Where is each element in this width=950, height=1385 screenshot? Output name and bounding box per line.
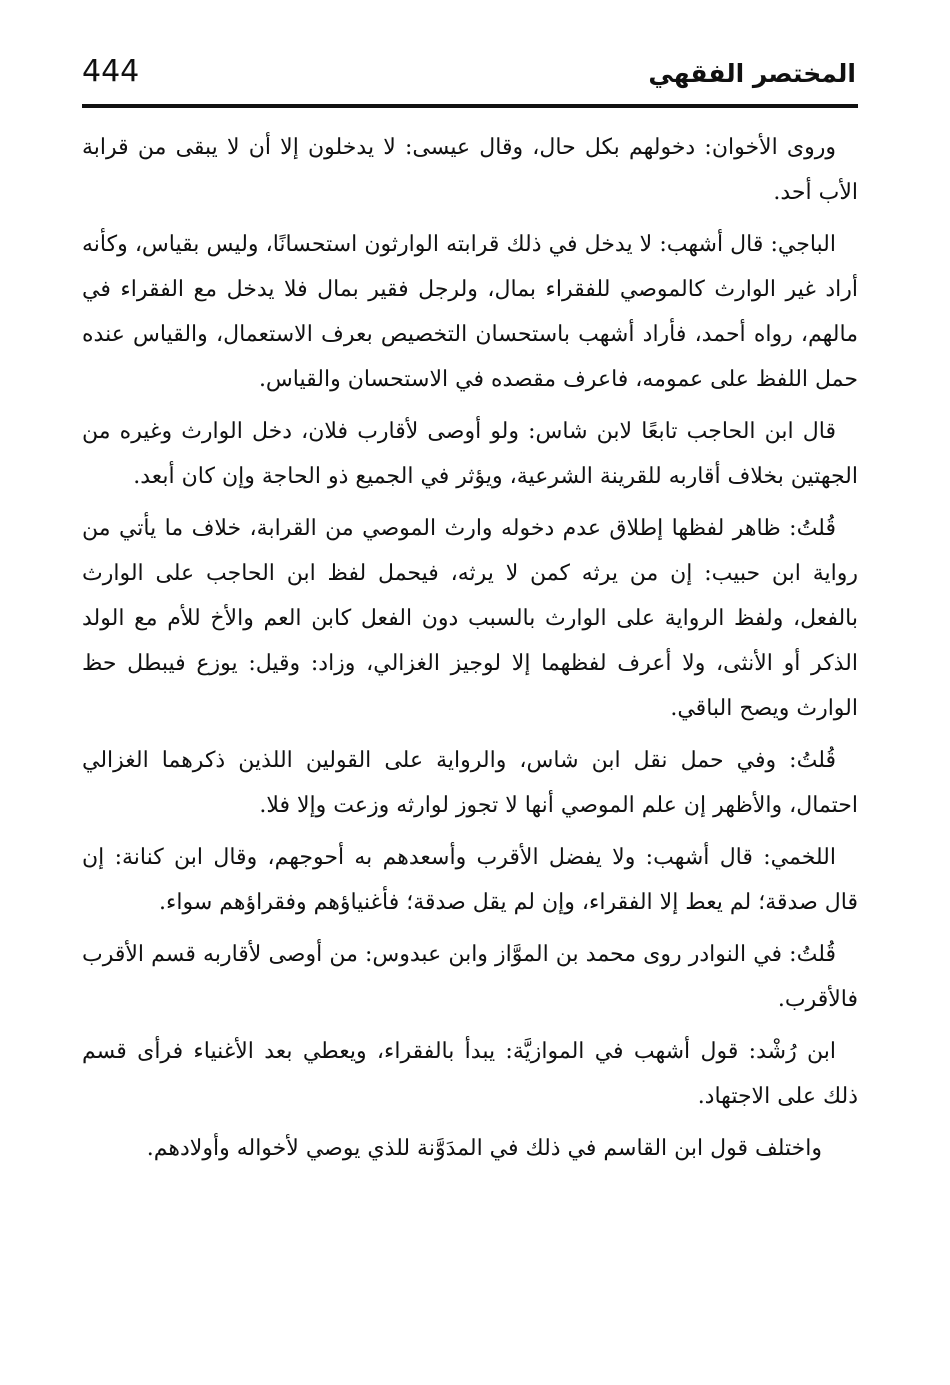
paragraph-9: واختلف قول ابن القاسم في ذلك في المدَوَّنة للذي يوصي لأخواله وأولادهم.	[146, 1136, 822, 1161]
paragraph-4: قُلتُ: ظاهر لفظها إطلاق عدم دخوله وارث الموصي من القرابة، خلاف ما يأتي من رواية ابن حبيب: إن من يرثه كمن لا يرثه، فيحمل لفظ ابن الحاجب على الوارث بالفعل، ولفظ الرواية على الوارث بالسبب دون الفعل كابن العم والأخ للأم مع الولد الذكر أو الأنثى، ولا أعرف لفظهما إلا لوجيز الغزالي، وزاد: وقيل: يوزع فيبطل حظ الوارث ويصح الباقي.	[82, 516, 858, 721]
paragraph-2: الباجي: قال أشهب: لا يدخل في ذلك قرابته الوارثون استحسانًا، وليس بقياس، وكأنه أراد غير الوارث كالموصي للفقراء بمال، ولرجل فقير بمال فلا يدخل مع الفقراء في مالهم، رواه أحمد، فأراد أشهب باستحسان التخصيص بعرف الاستعمال، والقياس عنده حمل اللفظ على عمومه، فاعرف مقصده في الاستحسان والقياس.	[82, 232, 859, 392]
paragraph-5: قُلتُ: وفي حمل نقل ابن شاس، والرواية على القولين اللذين ذكرهما الغزالي احتمال، والأظهر إن علم الموصي أنها لا تجوز لوارثه وزعت وإلا فلا.	[82, 748, 858, 818]
page-number: 444	[82, 54, 140, 89]
paragraph-3: قال ابن الحاجب تابعًا لابن شاس: ولو أوصى لأقارب فلان، دخل الوارث وغيره من الجهتين بخلاف أقاربه للقرينة الشرعية، ويؤثر في الجميع ذو الحاجة وإن كان أبعد.	[82, 419, 858, 489]
paragraph-8: ابن رُشْد: قول أشهب في الموازيَّة: يبدأ بالفقراء، ويعطي بعد الأغنياء فرأى قسم ذلك على الاجتهاد.	[82, 1039, 858, 1109]
running-title: المختصر الفقهي	[648, 59, 856, 88]
paragraph-7: قُلتُ: في النوادر روى محمد بن الموَّاز وابن عبدوس: من أوصى لأقاربه قسم الأقرب فالأقرب.	[82, 942, 858, 1012]
page-header	[82, 48, 858, 108]
page-body	[82, 125, 858, 1178]
paragraph-1: وروى الأخوان: دخولهم بكل حال، وقال عيسى: لا يدخلون إلا أن لا يبقى من قرابة الأب أحد.	[82, 135, 858, 205]
paragraph-6: اللخمي: قال أشهب: ولا يفضل الأقرب وأسعدهم به أحوجهم، وقال ابن كنانة: إن قال صدقة؛ لم يعط إلا الفقراء، وإن لم يقل صدقة؛ فأغنياؤهم وفقراؤهم سواء.	[82, 845, 858, 915]
